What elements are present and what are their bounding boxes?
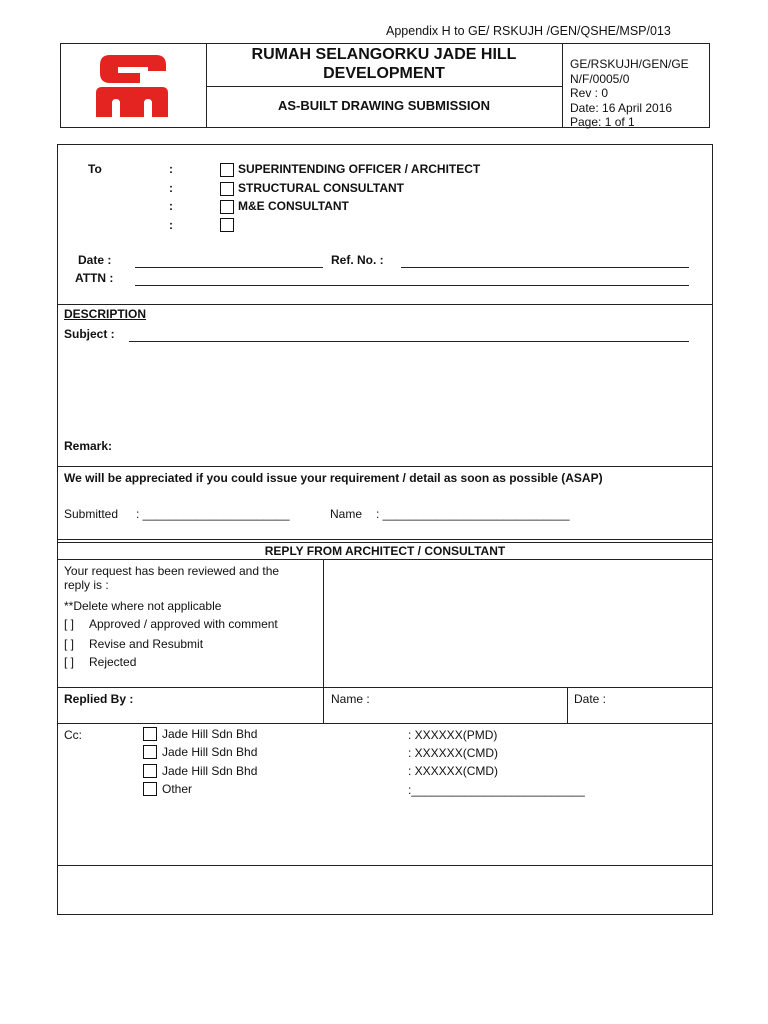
attn-field[interactable]	[135, 285, 689, 286]
cc-recipient-value: : XXXXXX(PMD)	[408, 728, 498, 742]
reply-name-label: Name :	[331, 692, 370, 706]
colon: :	[169, 218, 173, 232]
cc-checkbox[interactable]	[143, 745, 157, 759]
description-heading: DESCRIPTION	[64, 307, 147, 321]
option-architect: SUPERINTENDING OFFICER / ARCHITECT	[238, 162, 481, 176]
replied-by-label: Replied By :	[64, 692, 134, 706]
doc-number-line2: N/F/0005/0	[570, 71, 630, 86]
cc-recipient: Jade Hill Sdn Bhd	[162, 745, 258, 759]
project-title-line1: RUMAH SELANGORKU JADE HILL	[251, 46, 517, 63]
page-number: Page: 1 of 1	[570, 115, 635, 129]
name-label: Name	[330, 507, 363, 521]
reply-heading: REPLY FROM ARCHITECT / CONSULTANT	[264, 544, 506, 558]
doc-number-line1: GE/RSKUJH/GEN/GE	[570, 57, 689, 71]
reply-intro-line1: Your request has been reviewed and the	[64, 564, 280, 578]
revision: Rev : 0	[570, 86, 609, 100]
project-title	[206, 45, 562, 83]
project-title-line2: DEVELOPMENT	[323, 65, 445, 82]
option-approved: Approved / approved with comment	[89, 617, 278, 631]
form-body	[57, 144, 713, 915]
cc-checkbox-other[interactable]	[143, 782, 157, 796]
date-field[interactable]	[135, 267, 323, 268]
cc-recipient: Jade Hill Sdn Bhd	[162, 764, 258, 778]
attn-label: ATTN :	[75, 271, 114, 285]
company-logo	[94, 53, 170, 119]
ref-field[interactable]	[401, 267, 689, 268]
option-mark-revise[interactable]: [ ]	[64, 637, 75, 651]
cc-recipient-other: Other	[162, 782, 193, 796]
reply-intro-line2: reply is :	[64, 578, 109, 592]
issue-date: Date: 16 April 2016	[570, 100, 673, 115]
name-field[interactable]: : ____________________________	[376, 507, 570, 521]
form-title: AS-BUILT DRAWING SUBMISSION	[277, 98, 491, 113]
checkbox-architect[interactable]	[220, 163, 234, 177]
option-rejected: Rejected	[89, 655, 137, 669]
reply-note: **Delete where not applicable	[64, 599, 222, 613]
submitted-field[interactable]: : ______________________	[136, 507, 290, 521]
cc-checkbox[interactable]	[143, 764, 157, 778]
checkbox-structural[interactable]	[220, 182, 234, 196]
date-label: Date :	[78, 253, 112, 267]
subject-field[interactable]	[129, 341, 689, 342]
option-mark-approved[interactable]: [ ]	[64, 617, 75, 631]
request-message: We will be appreciated if you could issue your requirement / detail as soon as possible (ASAP)	[64, 471, 603, 485]
cc-recipient-value: : XXXXXX(CMD)	[408, 746, 499, 760]
checkbox-me[interactable]	[220, 200, 234, 214]
option-mark-rejected[interactable]: [ ]	[64, 655, 75, 669]
submitted-label: Submitted	[64, 507, 119, 521]
cc-recipient: Jade Hill Sdn Bhd	[162, 727, 258, 741]
ref-label: Ref. No. :	[331, 253, 384, 267]
option-me: M&E CONSULTANT	[238, 199, 349, 213]
cc-recipient-value: : XXXXXX(CMD)	[408, 764, 499, 778]
cc-label: Cc:	[64, 728, 82, 742]
option-structural: STRUCTURAL CONSULTANT	[238, 181, 404, 195]
checkbox-other[interactable]	[220, 218, 234, 232]
appendix-reference: Appendix H to GE/ RSKUJH /GEN/QSHE/MSP/013	[386, 24, 671, 38]
reply-date-label: Date :	[574, 692, 607, 706]
cc-other-field[interactable]: :__________________________	[408, 783, 585, 797]
option-revise: Revise and Resubmit	[89, 637, 204, 651]
subject-label: Subject :	[64, 327, 115, 341]
colon: :	[169, 162, 173, 176]
remark-label: Remark:	[64, 439, 113, 453]
to-label: To	[88, 162, 102, 176]
reply-intro	[64, 564, 279, 592]
cc-checkbox[interactable]	[143, 727, 157, 741]
colon: :	[169, 181, 173, 195]
colon: :	[169, 199, 173, 213]
document-info	[570, 57, 689, 130]
